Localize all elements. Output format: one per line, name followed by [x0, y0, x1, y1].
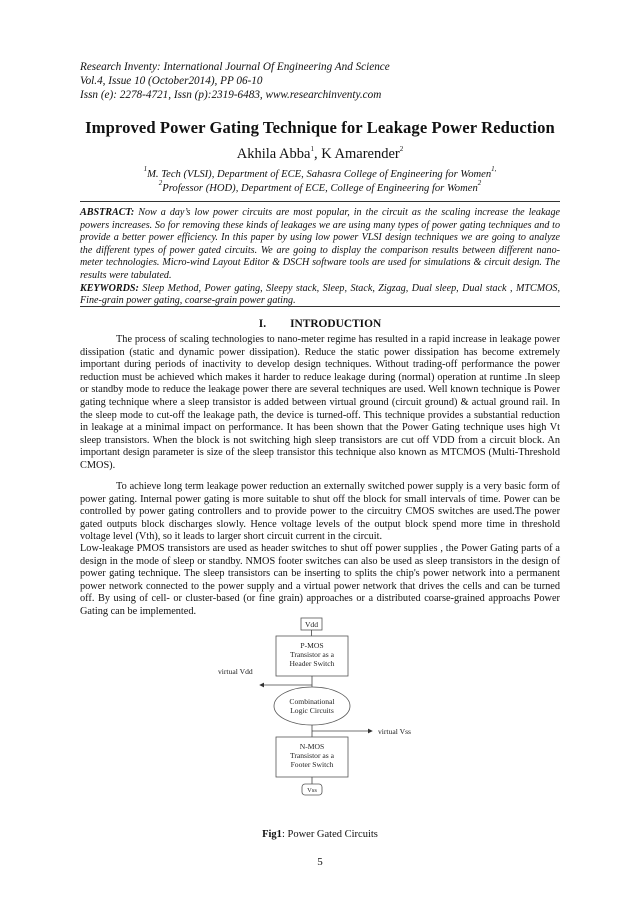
- vss-label: Vss: [307, 787, 317, 794]
- nmos-label-3: Footer Switch: [290, 760, 334, 769]
- abstract-bottom-rule: [80, 306, 560, 307]
- logic-label-2: Logic Circuits: [290, 706, 334, 715]
- author-list: Akhila Abba$^1$, K Amarender$^2$: [236, 145, 404, 162]
- intro-paragraph-3: Low-leakage PMOS transistors are used as header switches to shut off power supplies , the Power Gating parts of a design in the mode of sleep or standby. NMOS footer switches can also be used as sleep transistors in the design of power gating technique. The sleep transistors can be inserting to splits the chip's power network into a permanent power network connected to the power supply and a virtual power network that drives the cells and can be turned off. By using of cell- or cluster-based (or fine grain) approaches or a distributed coarse-grained approachs Power Gating can be implemented.: [80, 543, 560, 617]
- nmos-label-1: N-MOS: [299, 742, 325, 751]
- vdd-label: Vdd: [304, 620, 319, 629]
- pmos-label-3: Header Switch: [289, 659, 335, 668]
- abstract-top-rule: [80, 201, 560, 202]
- virtual-vdd-label: virtual Vdd: [218, 667, 253, 676]
- logic-label-1: Combinational: [289, 697, 335, 706]
- nmos-label-2: Transistor as a: [289, 751, 335, 760]
- abstract-text: ABSTRACT: Now a day’s low power circuits are most popular, in the circuit as the scaling increase the leakage powers increases. So for removing these kinds of leakages we are using many types of power gating techniques and to provide a better power efficiency. In this paper by using low power VLSI design techniques we are going to analyze the different types of power gated circuits. We are going to display the comparison results between different nano-meter technologies. Micro-wind Layout Editor & DSCH software tools are used for simulations & circuit design. The results were tabulated.: [80, 207, 560, 281]
- intro-paragraph-1: The process of scaling technologies to nano-meter regime has resulted in a rapid increase in leakage power dissipation (static and dynamic power dissipation). Reduce the static power dissipation has become extremely important during periods of inactivity to develop design techniques. Without trading-off performance the power reduction must be achieved which makes it harder to reduce leakage during (normal) operation at runtime .In sleep or standby mode to reduce the leakage power there are several techniques are used. Well known technique is Power gating technique where a sleep transistor is added between virtual ground (circuit ground) & actual ground rail. In the sleep mode to cut-off the leakage path, the device is turned-off. This technique provides a substantial reduction in leakage at a minimal impact on performance. It has been shown that the Power Gating technique uses high Vt sleep transistors. When the block is not switching high sleep transistors are cut off VDD from a circuit block. An important design parameter is size of the sleep transistor this technique also known as MTCMOS (Multi-Threshold CMOS).: [80, 334, 560, 471]
- intro-paragraph-2: To achieve long term leakage power reduction an externally switched power supply is a very basic form of power gating. Internal power gating is more suitable to shut off the block for small intervals of time. Power can be controlled by power gating controllers and to provide power to the circuitry CMOS switches are used.The power gated outputs block discharges slowly. Hence voltage levels of the output block spend more time in threshold voltage level (Vth), so it leads to larger short circuit current in the circuit.: [80, 481, 560, 543]
- journal-issn: Issn (e): 2278-4721, Issn (p):2319-6483, www.researchinventy.com: [80, 89, 382, 101]
- journal-volume: Vol.4, Issue 10 (October2014), PP 06-10: [80, 75, 263, 87]
- abstract-block: [80, 207, 560, 308]
- power-gating-diagram: [200, 610, 440, 825]
- paper-title: Improved Power Gating Technique for Leakage Power Reduction: [85, 118, 555, 137]
- section-heading: I. INTRODUCTION: [258, 318, 382, 330]
- virtual-vss-label: virtual Vss: [378, 727, 411, 736]
- affiliation-2: $^2$Professor (HOD), Department of ECE, College of Engineering for Women$^2$: [158, 179, 482, 194]
- pmos-label-2: Transistor as a: [289, 650, 335, 659]
- affiliation-1: $^1$M. Tech (VLSI), Department of ECE, Sahasra College of Engineering for Women$^{1,}$: [143, 165, 497, 180]
- pmos-label-1: P-MOS: [300, 641, 324, 650]
- keywords-text: KEYWORDS: Sleep Method, Power gating, Sleepy stack, Sleep, Stack, Zigzag, Dual sleep, Dual stack , MTCMOS, Fine-grain power gating, coarse-grain power gating.: [80, 282, 560, 307]
- journal-name: Research Inventy: International Journal Of Engineering And Science: [80, 61, 390, 73]
- journal-header: [80, 60, 560, 102]
- page-number: 5: [317, 856, 323, 868]
- figure-caption: Fig1: Power Gated Circuits: [262, 829, 378, 840]
